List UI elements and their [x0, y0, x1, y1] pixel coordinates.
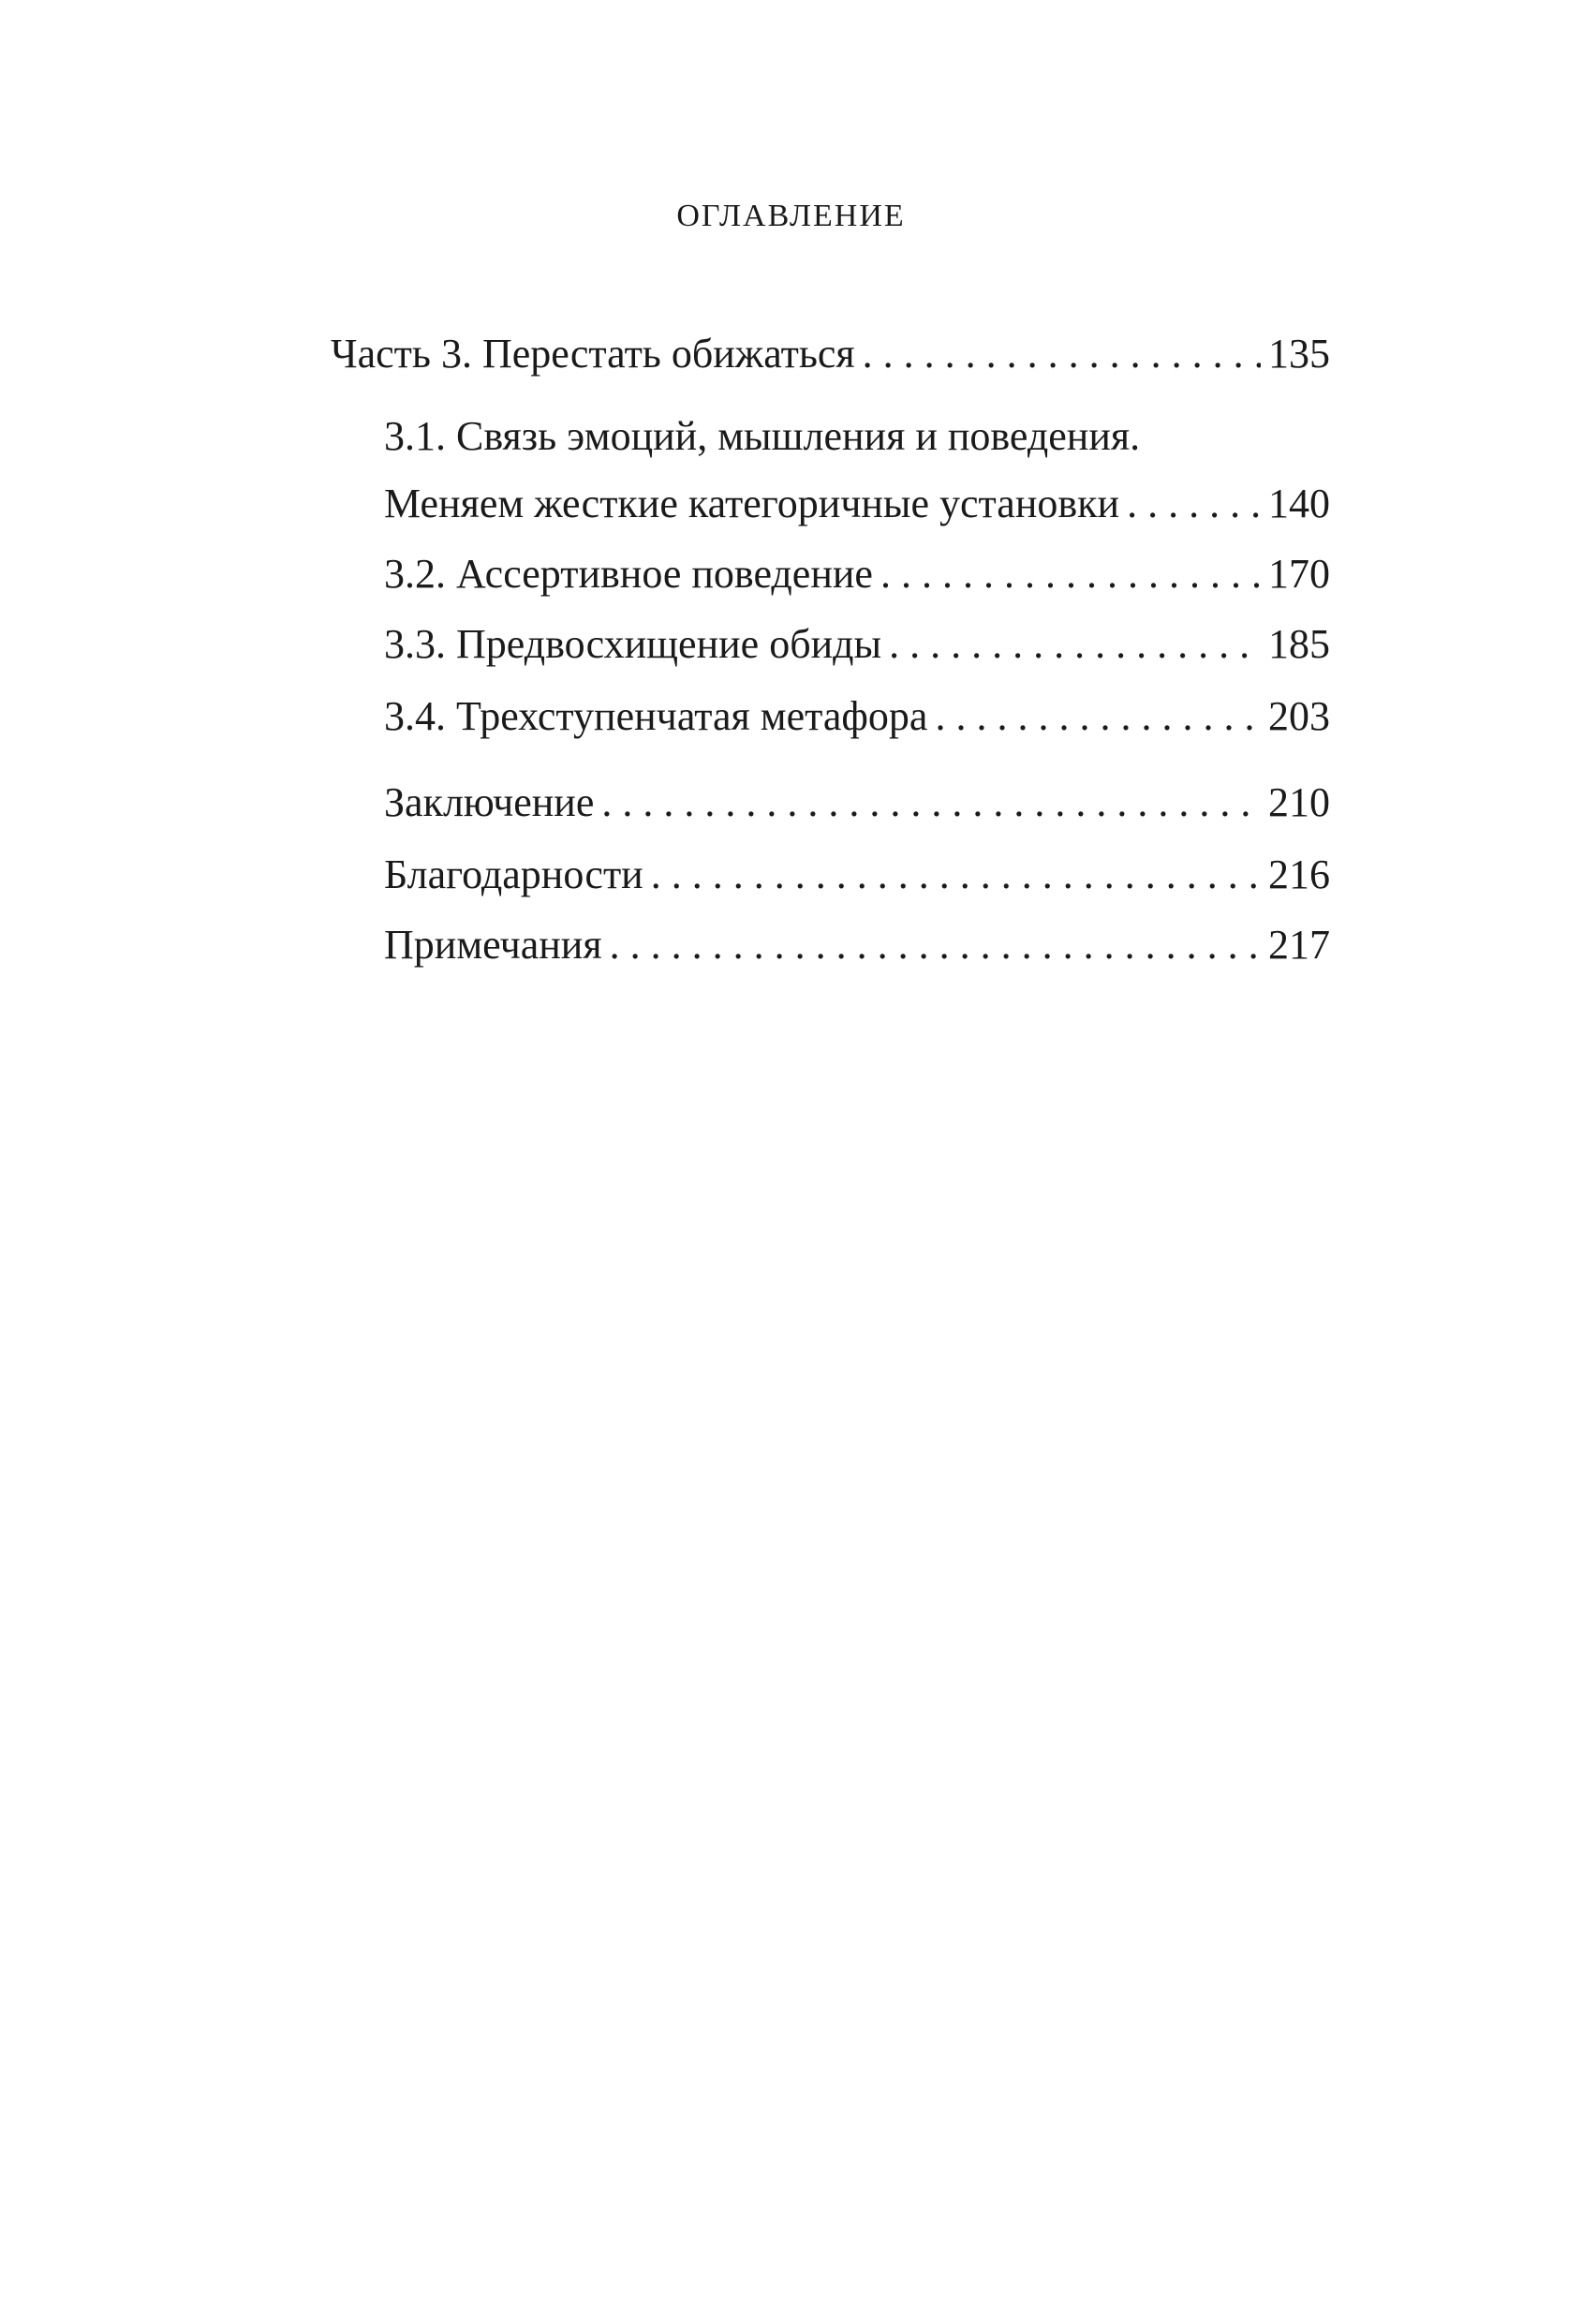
- toc-entry-page: 135: [1268, 331, 1330, 377]
- toc-entry-3-4[interactable]: [384, 690, 1330, 743]
- dot-leader: [880, 548, 1261, 600]
- toc-entry-page: 216: [1268, 851, 1330, 897]
- toc-entry-part-3[interactable]: [331, 328, 1330, 380]
- toc-entry-page: 217: [1268, 922, 1330, 968]
- toc-entry-page: 203: [1268, 693, 1330, 739]
- dot-leader: [863, 328, 1261, 380]
- toc-entry-label: 3.3. Предвосхищение обиды: [384, 621, 882, 667]
- toc-entry-3-1[interactable]: [384, 478, 1330, 530]
- dot-leader: [601, 777, 1261, 829]
- toc-entry-acknowledgments[interactable]: [384, 849, 1330, 901]
- toc-entry-page: 210: [1268, 779, 1330, 825]
- toc-entry-3-3[interactable]: [384, 618, 1330, 671]
- toc-title: ОГЛАВЛЕНИЕ: [676, 199, 906, 233]
- toc-entry-label: Часть 3. Перестать обижаться: [331, 331, 855, 377]
- toc-entry-label: Благодарности: [384, 851, 643, 897]
- dot-leader: [610, 919, 1261, 971]
- toc-entry-conclusion[interactable]: [384, 777, 1330, 829]
- dot-leader: [935, 690, 1261, 743]
- dot-leader: [1127, 478, 1261, 530]
- dot-leader: [651, 849, 1261, 901]
- toc-entry-page: 185: [1268, 621, 1330, 667]
- dot-leader: [889, 618, 1261, 671]
- toc-entry-page: 170: [1268, 551, 1330, 597]
- toc-entry-label: 3.4. Трехступенчатая метафора: [384, 693, 928, 739]
- toc-entry-label: Заключение: [384, 779, 595, 825]
- toc-entry-label: Примечания: [384, 922, 602, 968]
- toc-entry-label: Меняем жесткие категоричные установки: [384, 481, 1120, 526]
- toc-entry-notes[interactable]: [384, 919, 1330, 971]
- toc-entry-page: 140: [1268, 481, 1330, 526]
- toc-entry-label: 3.2. Ассертивное поведение: [384, 551, 873, 597]
- toc-entry-3-1-line1[interactable]: 3.1. Связь эмоций, мышления и поведения.: [384, 413, 1141, 459]
- toc-entry-3-2[interactable]: [384, 548, 1330, 600]
